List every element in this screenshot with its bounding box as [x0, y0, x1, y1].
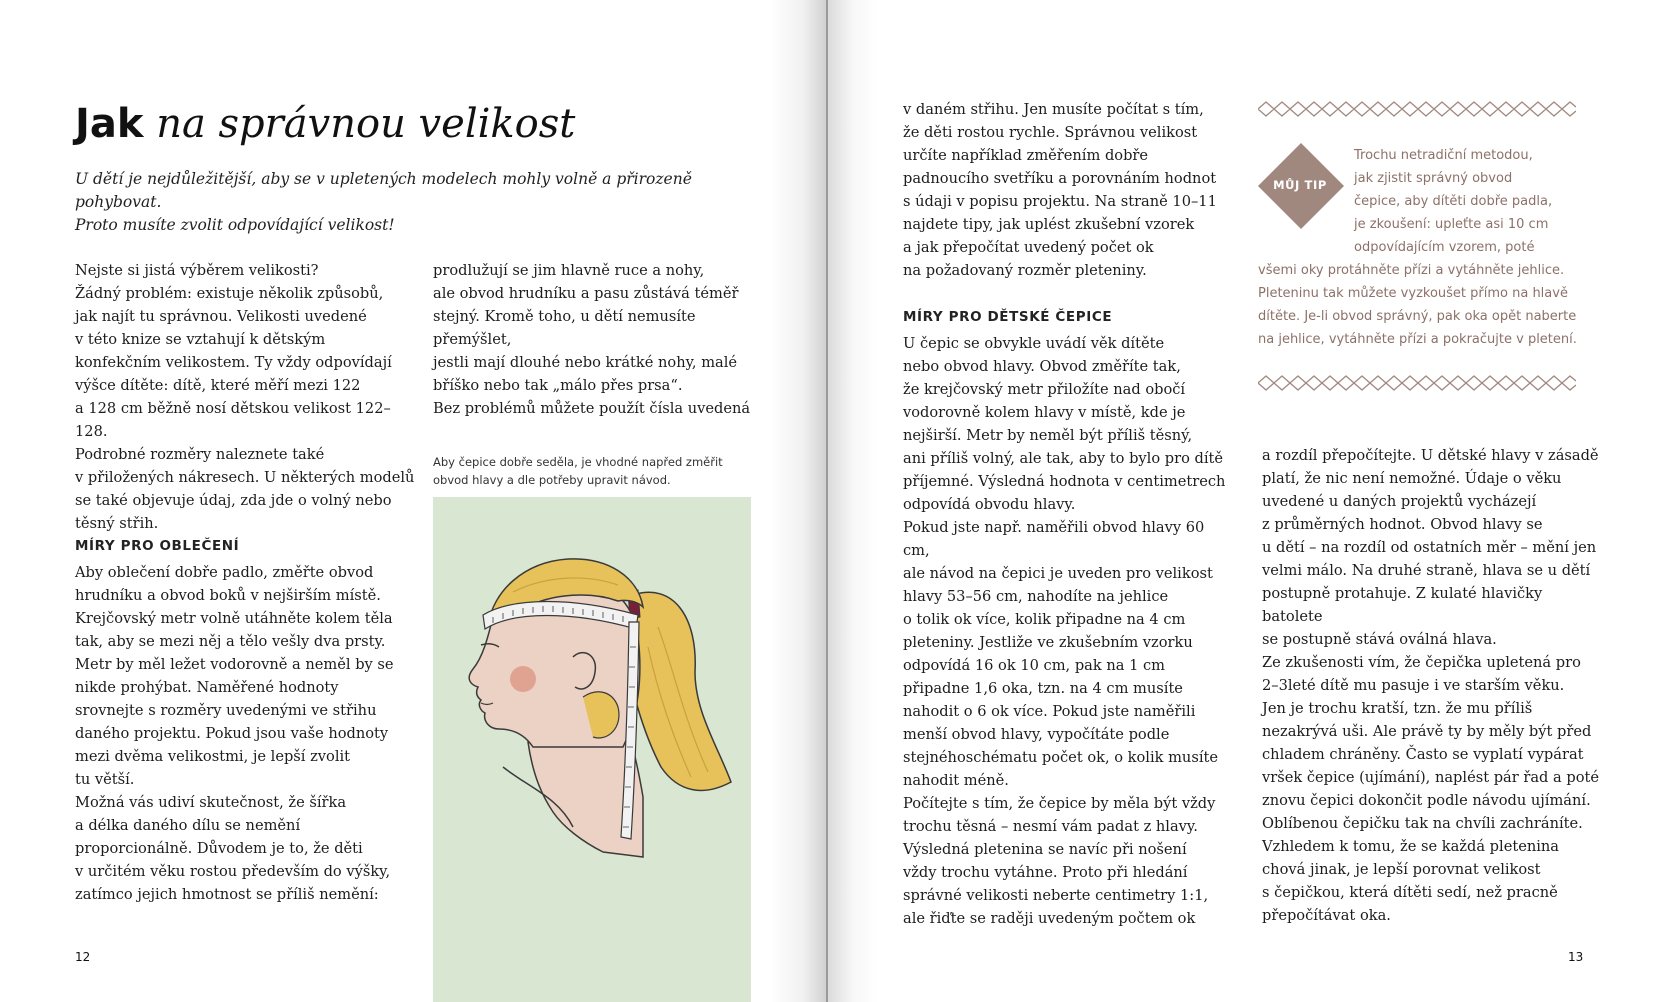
title-italic: na správnou velikost	[143, 101, 576, 147]
book-gutter-shadow	[770, 0, 826, 1002]
section-heading-clothing: MÍRY PRO OBLEČENÍ	[75, 538, 240, 554]
illustration-caption	[433, 453, 753, 489]
page-number-left: 12	[75, 950, 91, 964]
tip-line: Pleteninu tak můžete vyzkoušet přímo na hlavě	[1258, 286, 1568, 301]
tip-line: dítěte. Je-li obvod správný, pak oka opět naberte	[1258, 309, 1577, 324]
page-number-right: 13	[1568, 950, 1584, 964]
left-column-2	[433, 259, 773, 420]
tip-line: Trochu netradiční metodou,	[1354, 148, 1533, 163]
column-4-paragraph: a rozdíl přepočítejte. U dětské hlavy v zásadě platí, že nic není nemožné. Údaje o věku uvedené u daných projektů vycházejí z průměrných hodnot. Obvod hlavy se u dětí – na rozdíl od ostatních měr – mění jen velmi málo. Na druhé straně, hlava se u dětí postupně protahuje. Z kulaté hlavičky batolete se postupně stává oválná hlava. Ze zkušenosti vím, že čepička upletená pro 2–3leté dítě mu pasuje i ve starším věku. Jen je trochu kratší, tzn. že mu příliš nezakrývá uši. Ale právě ty by měly být před chladem chráněny. Často se vyplatí vypárat vršek čepice (ujímání), naplést pár řad a poté znovu čepici dokončit podle návodu ujímání. Oblíbenou čepičku tak na chvíli zachráníte. Vzhledem k tomu, že se každá pletenina chová jinak, je lepší porovnat velikost s čepičkou, která dítěti sedí, než pracně přepočítávat oka.	[1262, 447, 1599, 924]
zigzag-border-bottom	[1258, 375, 1576, 391]
tip-line: na jehlice, vytáhněte přízi a pokračujte v pletení.	[1258, 332, 1577, 347]
left-column-1-clothing	[75, 535, 415, 906]
caption-text: Aby čepice dobře seděla, je vhodné napřed změřit obvod hlavy a dle potřeby upravit návod.	[433, 455, 723, 487]
lead-paragraph	[75, 168, 715, 237]
tip-line: odpovídajícím vzorem, poté	[1354, 240, 1535, 255]
girl-head-illustration	[433, 497, 751, 1002]
tip-line: jak zjistit správný obvod	[1354, 171, 1513, 186]
section-heading-hats: MÍRY PRO DĚTSKÉ ČEPICE	[903, 309, 1113, 325]
lead-line: Proto musíte zvolit odpovídající velikost!	[75, 216, 395, 234]
right-column-1-hats	[903, 306, 1233, 930]
right-column-2	[1262, 444, 1602, 927]
intro-paragraph: Nejste si jistá výběrem velikosti? Žádný problém: existuje několik způsobů, jak najít tu správnou. Velikosti uvedené v této knize se vztahují k dětským konfekčním velikostem. Ty vždy odpovídají výšce dítěte: dítě, které měří mezi 122 a 128 cm běžně nosí dětskou velikost 122–128. Podrobné rozměry naleznete také v přiložených nákresech. U některých modelů se také objevuje údaj, zda jde o volný nebo těsný střih.	[75, 262, 415, 532]
column-2-paragraph: prodlužují se jim hlavně ruce a nohy, ale obvod hrudníku a pasu zůstává téměř stejný. Kromě toho, u dětí nemusíte přemýšlet, jestli mají dlouhé nebo krátké nohy, malé bříško nebo tak „málo přes prsa“. Bez problémů můžete použít čísla uvedená	[433, 262, 751, 417]
head-measuring-illustration	[433, 497, 751, 1002]
tip-line: všemi oky protáhněte přízi a vytáhněte jehlice.	[1258, 263, 1565, 278]
book-gutter-shadow-right	[828, 0, 878, 1002]
tip-line: čepice, aby dítěti dobře padla,	[1354, 194, 1553, 209]
left-column-1	[75, 259, 415, 535]
page-title	[75, 100, 575, 148]
right-column-1-top	[903, 98, 1233, 282]
clothing-paragraph: Aby oblečení dobře padlo, změřte obvod hrudníku a obvod boků v nejširším místě. Krejčovský metr volně utáhněte kolem těla tak, aby se mezi něj a tělo vešly dva prsty. Metr by měl ležet vodorovně a neměl by se nikde prohýbat. Naměřené hodnoty srovnejte s rozměry uvedenými ve střihu daného projektu. Pokud jsou vaše hodnoty mezi dvěma velikostmi, je lepší zvolit tu větší. Možná vás udiví skutečnost, že šířka a délka daného dílu se nemění proporcionálně. Důvodem je to, že děti v určitém věku rostou především do výšky, zatímco jejich hmotnost se příliš nemění:	[75, 564, 394, 903]
title-bold: Jak	[75, 101, 144, 147]
tip-line: je zkoušení: upleťte asi 10 cm	[1354, 217, 1549, 232]
hats-paragraph: U čepic se obvykle uvádí věk dítěte nebo obvod hlavy. Obvod změříte tak, že krejčovský metr přiložíte nad obočí vodorovně kolem hlavy v místě, kde je nejširší. Metr by neměl být příliš těsný, ani příliš volný, ale tak, aby to bylo pro dítě příjemné. Výsledná hodnota v centimetrech odpovídá obvodu hlavy. Pokud jste např. naměřili obvod hlavy 60 cm, ale návod na čepici je uveden pro velikost hlavy 53–56 cm, nahodíte na jehlice o tolik ok více, kolik připadne na 4 cm pleteniny. Jestliže ve zkušebním vzorku odpovídá 16 ok 10 cm, pak na 1 cm připadne 1,6 oka, tzn. na 4 cm musíte nahodit o 6 ok více. Pokud jste naměřili menší obvod hlavy, vypočítáte podle stejnéhoschématu počet ok, o kolik musíte nahodit méně. Počítejte s tím, že čepice by měla být vždy trochu těsná – nesmí vám padat z hlavy. Výsledná pletenina se navíc při nošení vždy trochu vytáhne. Proto při hledání správné velikosti neberte centimetry 1:1, ale řiďte se raději uvedeným počtem ok	[903, 335, 1226, 927]
zigzag-border-top	[1258, 101, 1576, 117]
lead-line: U dětí je nejdůležitější, aby se v upletených modelech mohly volně a přirozeně pohybovat.	[75, 170, 692, 211]
column-3-paragraph: v daném střihu. Jen musíte počítat s tím, že děti rostou rychle. Správnou velikost určíte například změřením dobře padnoucího svetříku a porovnáním hodnot s údaji v popisu projektu. Na straně 10–11 najdete tipy, jak uplést zkušební vzorek a jak přepočítat uvedený počet ok na požadovaný rozměr pleteniny.	[903, 101, 1217, 279]
tip-label: MŮJ TIP	[1273, 178, 1327, 192]
